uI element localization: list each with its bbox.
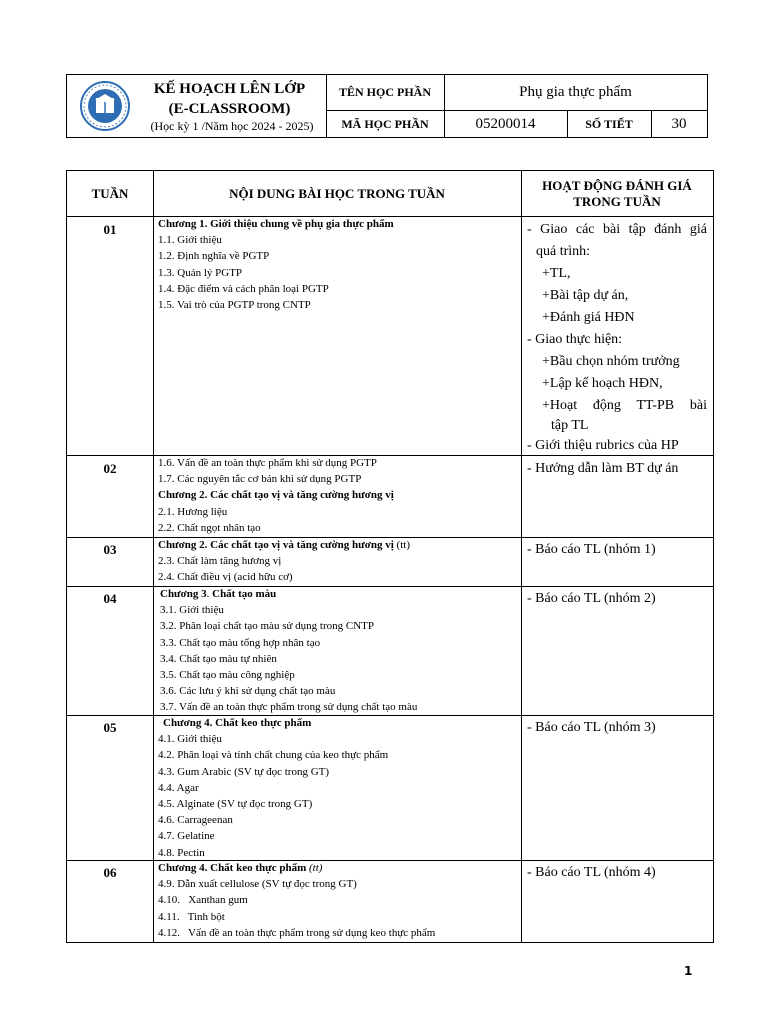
activity-line: - Báo cáo TL (nhóm 2) bbox=[527, 591, 656, 606]
list-item: 1.3. Quản lý PGTP bbox=[158, 266, 243, 279]
activity-line: +TL, bbox=[542, 266, 571, 281]
list-item: 4.5. Alginate (SV tự đọc trong GT) bbox=[158, 798, 313, 811]
list-item: 3.3. Chất tạo màu tổng hợp nhân tạo bbox=[160, 636, 321, 649]
list-item: 1.4. Đặc điểm và cách phân loại PGTP bbox=[158, 282, 329, 295]
list-item: 2.4. Chất điều vị (acid hữu cơ) bbox=[158, 571, 293, 584]
activity-line: - Giao thực hiện: bbox=[527, 332, 623, 347]
page-number: 1 bbox=[684, 964, 693, 978]
list-item: 3.5. Chất tạo màu công nghiệp bbox=[160, 669, 295, 682]
list-item: 3.2. Phân loại chất tạo màu sử dụng trong CNTP bbox=[160, 620, 375, 633]
activity-line: - Giới thiệu rubrics của HP bbox=[527, 438, 679, 453]
col-header-week: TUẦN bbox=[91, 185, 129, 201]
course-code-label: MÃ HỌC PHẦN bbox=[341, 116, 429, 131]
row-03-activities bbox=[527, 539, 707, 561]
week-02: 02 bbox=[103, 461, 117, 476]
list-item: 2.1. Hương liệu bbox=[158, 505, 228, 518]
list-item: 4.4. Agar bbox=[158, 781, 199, 794]
list-item: 4.6. Carrageenan bbox=[158, 814, 233, 827]
chapter-title: Chương 1. Giới thiệu chung về phụ gia thực phẩm bbox=[158, 218, 394, 230]
list-item: 4.10. Xanthan gum bbox=[158, 894, 248, 907]
list-item: 3.4. Chất tạo màu tự nhiên bbox=[160, 652, 277, 665]
activity-line: +Bài tập dự án, bbox=[542, 288, 629, 303]
col-header-activity: HOẠT ĐỘNG ĐÁNH GIÁ TRONG TUẦN bbox=[542, 177, 692, 209]
list-item: 1.5. Vai trò của PGTP trong CNTP bbox=[158, 299, 311, 312]
activity-line: +Đánh giá HĐN bbox=[542, 310, 635, 325]
row-04-content bbox=[158, 586, 518, 716]
list-item: 1.2. Định nghĩa về PGTP bbox=[158, 250, 270, 263]
week-03: 03 bbox=[103, 542, 117, 557]
week-06: 06 bbox=[103, 865, 117, 880]
col-header-content: NỘI DUNG BÀI HỌC TRONG TUẦN bbox=[229, 185, 445, 201]
row-05-content bbox=[158, 715, 518, 861]
row-01-content bbox=[158, 216, 518, 313]
activity-line: - Báo cáo TL (nhóm 1) bbox=[527, 542, 656, 557]
activity-line: tập TL bbox=[551, 418, 589, 433]
list-item: 3.6. Các lưu ý khi sử dụng chất tạo màu bbox=[160, 685, 336, 698]
row-02-activities bbox=[527, 458, 707, 480]
list-item: 1.6. Vấn đề an toàn thực phẩm khi sử dụng PGTP bbox=[158, 457, 377, 469]
list-item: 4.11. Tinh bột bbox=[158, 910, 225, 923]
week-01: 01 bbox=[103, 222, 117, 237]
activity-line: +Hoạt động TT-PB bài bbox=[542, 398, 707, 413]
header-table bbox=[66, 74, 708, 138]
row-02-content bbox=[158, 455, 518, 536]
list-item: 4.8. Pectin bbox=[158, 846, 205, 859]
list-item: 1.1. Giới thiệu bbox=[158, 234, 222, 247]
university-logo bbox=[79, 80, 131, 132]
periods-value: 30 bbox=[671, 115, 687, 132]
chapter-title: Chương 4. Chất keo thực phẩm (tt) bbox=[158, 862, 323, 874]
list-item: 4.9. Dẫn xuất cellulose (SV tự đọc trong GT) bbox=[158, 878, 357, 891]
row-04-activities bbox=[527, 588, 707, 610]
chapter-title: Chương 3. Chất tạo màu bbox=[160, 588, 277, 600]
course-name-value: Phụ gia thực phẩm bbox=[519, 84, 632, 100]
activity-line: - Hướng dẫn làm BT dự án bbox=[527, 461, 679, 476]
plan-title: KẾ HOẠCH LÊN LỚP (E-CLASSROOM) bbox=[153, 81, 306, 117]
row-06-activities bbox=[527, 862, 707, 884]
list-item: 1.7. Các nguyên tắc cơ bản khi sử dụng PGTP bbox=[158, 473, 362, 486]
weekly-plan-table bbox=[66, 170, 714, 943]
activity-line: quá trình: bbox=[536, 244, 591, 259]
list-item: 2.2. Chất ngọt nhân tạo bbox=[158, 521, 261, 534]
semester-text: (Học kỳ 1 /Năm học 2024 - 2025) bbox=[150, 119, 314, 133]
course-name-label: TÊN HỌC PHẦN bbox=[338, 85, 431, 99]
activity-line: - Báo cáo TL (nhóm 4) bbox=[527, 865, 656, 880]
course-code-value: 05200014 bbox=[475, 115, 536, 132]
week-05: 05 bbox=[103, 720, 117, 735]
list-item: 4.12. Vấn đề an toàn thực phẩm trong sử dụng keo thực phẩm bbox=[158, 926, 436, 939]
row-03-content bbox=[158, 537, 518, 586]
list-item: 4.7. Gelatine bbox=[158, 830, 215, 843]
list-item: 3.7. Vấn đề an toàn thực phẩm trong sử dụng chất tạo màu bbox=[160, 701, 418, 714]
activity-line: +Lập kế hoạch HĐN, bbox=[542, 376, 663, 391]
list-item: 3.1. Giới thiệu bbox=[160, 604, 224, 617]
row-01-activities bbox=[527, 219, 707, 457]
chapter-title: Chương 2. Các chất tạo vị và tăng cường hương vị bbox=[158, 489, 394, 502]
week-04: 04 bbox=[103, 591, 117, 606]
chapter-title: Chương 4. Chất keo thực phẩm bbox=[163, 717, 312, 729]
activity-line: - Giao các bài tập đánh giá bbox=[527, 222, 707, 237]
activity-line: +Bầu chọn nhóm trưởng bbox=[542, 354, 680, 369]
row-06-content bbox=[158, 860, 518, 941]
list-item: 4.3. Gum Arabic (SV tự đọc trong GT) bbox=[158, 765, 330, 778]
list-item: 2.3. Chất làm tăng hương vị bbox=[158, 555, 282, 568]
list-item: 4.1. Giới thiệu bbox=[158, 733, 222, 746]
row-05-activities bbox=[527, 717, 707, 739]
list-item: 4.2. Phân loại và tính chất chung của keo thực phẩm bbox=[158, 749, 389, 762]
periods-label: SỐ TIẾT bbox=[585, 116, 633, 131]
chapter-title: Chương 2. Các chất tạo vị và tăng cường hương vị (tt) bbox=[158, 539, 410, 551]
activity-line: - Báo cáo TL (nhóm 3) bbox=[527, 720, 656, 735]
